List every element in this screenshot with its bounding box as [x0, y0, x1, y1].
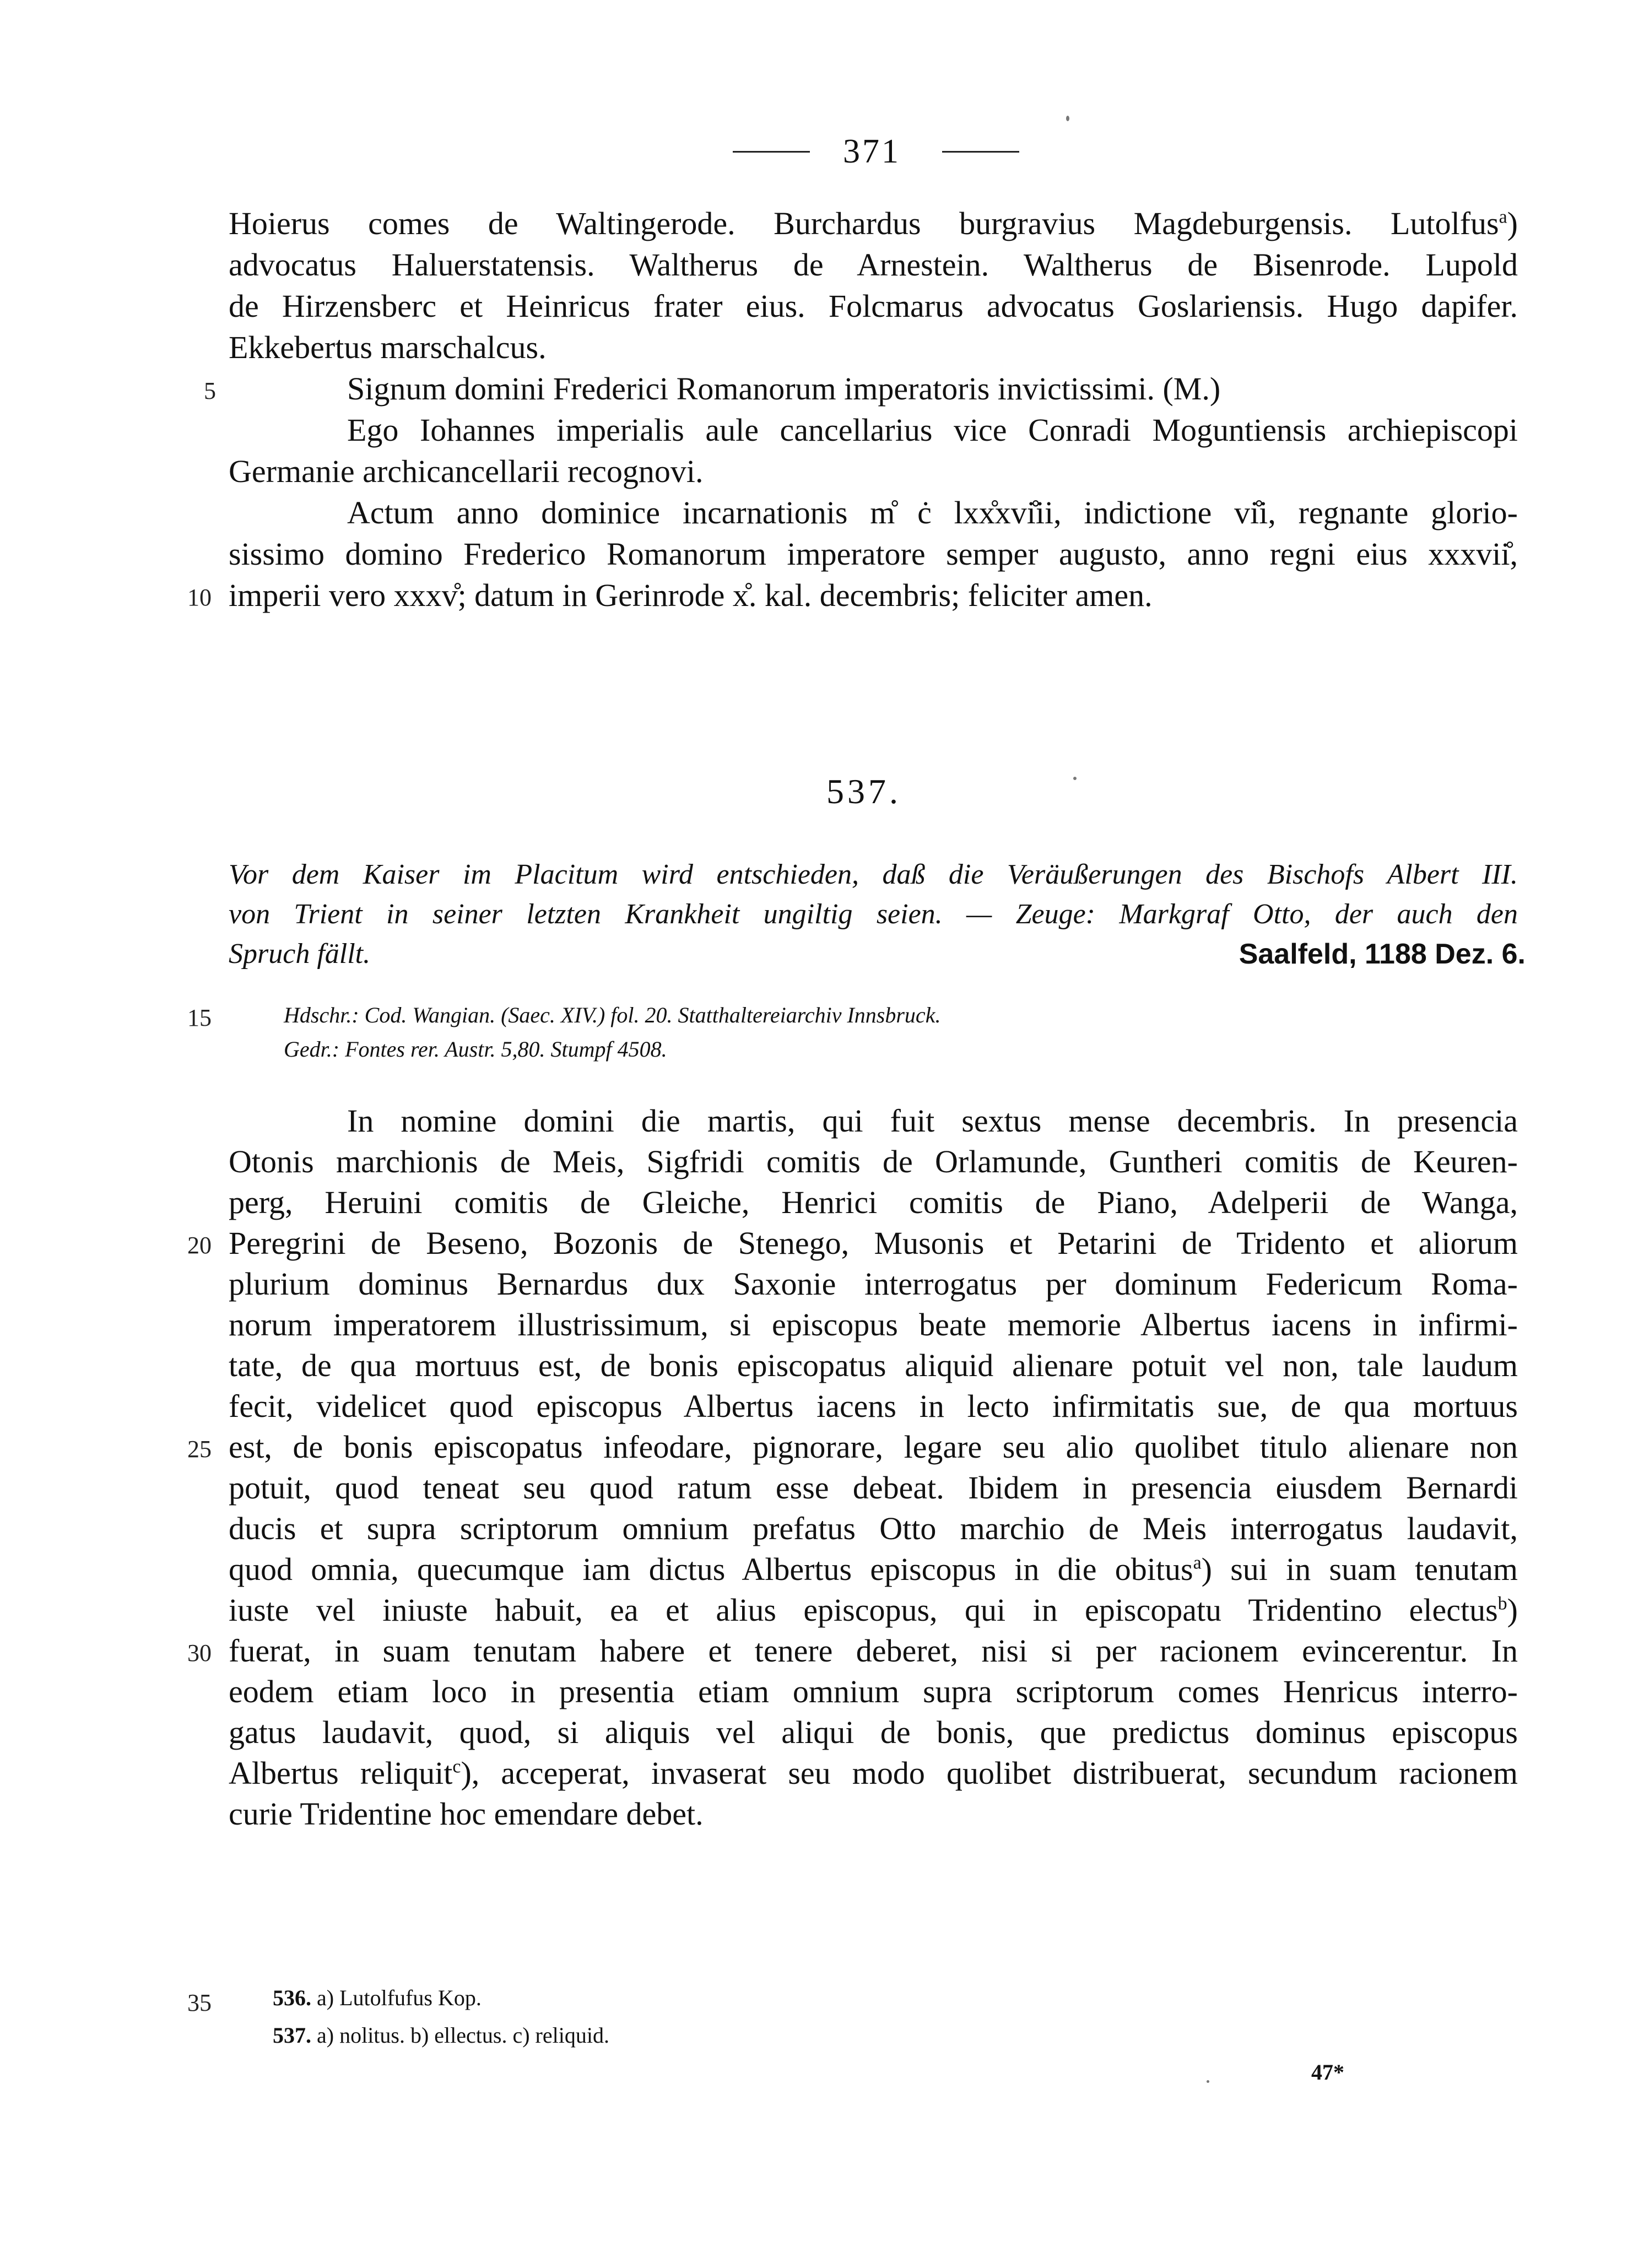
text-line: [229, 1466, 1518, 1510]
line-text: curie Tridentine hoc emendare debet.: [229, 1796, 704, 1832]
footnote-537: [273, 2018, 609, 2053]
line-text: est, de bonis episcopatus infeodare, pignorare, legare seu alio quolibet titulo alienare non: [229, 1429, 1518, 1465]
line-text: quod omnia, quecumque iam dictus Albertus episcopus in die obitus: [229, 1551, 1193, 1587]
line-text: Actum anno dominice incarnationis m̊ ċ lxx̊xvi̊ii, indictione vi̊i, regnante glorio-: [347, 495, 1518, 531]
text-line: [229, 1425, 1518, 1469]
summary-line: Spruch fällt.: [229, 938, 371, 970]
text-line: [229, 1711, 1518, 1755]
text-line: [229, 1547, 1518, 1592]
text-line: [229, 202, 1518, 246]
text-line: [229, 243, 1518, 287]
line-text: Ekkebertus marschalcus.: [229, 329, 547, 365]
text-line: [229, 1507, 1518, 1551]
date-place: Saalfeld, 1188 Dez. 6.: [1239, 938, 1526, 970]
scan-speck: [1073, 777, 1077, 780]
text-line: [229, 1262, 1518, 1306]
line-text: Hoierus comes de Waltingerode. Burchardus burgravius Magdeburgensis. Lutolfus: [229, 205, 1499, 241]
line-number: 15: [187, 1004, 212, 1031]
line-text: norum imperatorem illustrissimum, si episcopus beate memorie Albertus iacens in infirmi-: [229, 1307, 1518, 1343]
line-text: sissimo domino Frederico Romanorum imperatore semper augusto, anno regni eius xxxvii̊,: [229, 536, 1518, 572]
text-line: [229, 284, 1518, 328]
text-line: [347, 491, 1518, 535]
line-number: 30: [187, 1639, 212, 1666]
text-line: [347, 408, 1518, 452]
line-text-tail: ) sui in suam tenutam: [1201, 1551, 1518, 1587]
manuscript-note: Hdschr.: Cod. Wangian. (Saec. XIV.) fol. 20. Statthaltereiarchiv Innsbruck.: [284, 1003, 941, 1027]
line-number: 35: [187, 1989, 212, 2016]
line-text: Albertus reliquit: [229, 1755, 453, 1791]
line-number: 20: [187, 1232, 212, 1259]
line-text-tail: ): [1507, 1592, 1518, 1628]
footnote-marker: a: [1499, 207, 1507, 228]
summary-line: von Trient in seiner letzten Krankheit ungiltig seien. — Zeuge: Markgraf Otto, der auch den: [229, 898, 1518, 930]
header-rule-right: [942, 151, 1019, 153]
footnote-marker: a: [1193, 1552, 1202, 1573]
header-rule-left: [733, 151, 810, 153]
scan-speck: [1207, 2080, 1209, 2083]
section-number: 537.: [826, 772, 901, 811]
line-text: iuste vel iniuste habuit, ea et alius episcopus, qui in episcopatu Tridentino electus: [229, 1592, 1498, 1628]
line-text-tail: ): [1507, 205, 1518, 241]
text-line: [229, 1140, 1518, 1184]
print-note: Gedr.: Fontes rer. Austr. 5,80. Stumpf 4508.: [284, 1037, 667, 1062]
text-line: [229, 1792, 704, 1836]
text-line: [229, 450, 703, 494]
footnote-marker: b: [1497, 1593, 1507, 1614]
line-text: potuit, quod teneat seu quod ratum esse debeat. Ibidem in presencia eiusdem Bernardi: [229, 1470, 1518, 1506]
footnote-text: a) nolitus. b) ellectus. c) reliquid.: [317, 2023, 609, 2048]
text-line: [229, 1303, 1518, 1347]
signature-mark: 47*: [1311, 2060, 1344, 2085]
footnote-536: [273, 1981, 482, 2015]
line-text: de Hirzensberc et Heinricus frater eius. Folcmarus advocatus Goslariensis. Hugo dapifer.: [229, 288, 1518, 324]
text-line: [229, 1751, 1518, 1795]
line-text: eodem etiam loco in presentia etiam omnium supra scriptorum comes Henricus interro-: [229, 1674, 1518, 1709]
line-text: gatus laudavit, quod, si aliquis vel aliqui de bonis, que predictus dominus episcopus: [229, 1714, 1518, 1750]
line-text: imperii vero xxxv̊; datum in Gerinrode x̊. kal. decembris; feliciter amen.: [229, 577, 1153, 613]
footnote-ref: 537.: [273, 2023, 311, 2048]
line-text: fuerat, in suam tenutam habere et tenere deberet, nisi si per racionem evincerentur. In: [229, 1633, 1518, 1669]
text-line: [229, 532, 1518, 576]
text-line: [229, 573, 1153, 618]
line-text: Otonis marchionis de Meis, Sigfridi comitis de Orlamunde, Guntheri comitis de Keuren-: [229, 1144, 1518, 1179]
summary-line: Vor dem Kaiser im Placitum wird entschieden, daß die Veräußerungen des Bischofs Albert III.: [229, 859, 1518, 890]
line-text: tate, de qua mortuus est, de bonis episcopatus aliquid alienare potuit vel non, tale laudum: [229, 1347, 1518, 1383]
line-text: plurium dominus Bernardus dux Saxonie interrogatus per dominum Federicum Roma-: [229, 1266, 1518, 1302]
line-text: perg, Heruini comitis de Gleiche, Henrici comitis de Piano, Adelperii de Wanga,: [229, 1184, 1518, 1220]
text-line: [229, 1181, 1518, 1225]
line-text: ducis et supra scriptorum omnium prefatus Otto marchio de Meis interrogatus laudavit,: [229, 1511, 1518, 1546]
line-number: 10: [187, 584, 212, 611]
text-line: [347, 367, 1220, 411]
text-line: [229, 1221, 1518, 1265]
line-text: fecit, videlicet quod episcopus Albertus iacens in lecto infirmitatis sue, de qua mortuus: [229, 1388, 1518, 1424]
line-text: Signum domini Frederici Romanorum imperatoris invictissimi. (M.): [347, 371, 1221, 407]
text-line: [229, 1670, 1518, 1714]
line-text: Peregrini de Beseno, Bozonis de Stenego, Musonis et Petarini de Tridento et aliorum: [229, 1225, 1518, 1261]
text-line: [229, 1344, 1518, 1388]
line-text: advocatus Haluerstatensis. Waltherus de Arnestein. Waltherus de Bisenrode. Lupold: [229, 247, 1518, 283]
footnote-marker: c: [452, 1756, 461, 1777]
line-text: Ego Iohannes imperialis aule cancellarius vice Conradi Moguntiensis archiepiscopi: [347, 412, 1518, 448]
scan-speck: [1066, 116, 1069, 121]
line-text-tail: ), acceperat, invaserat seu modo quolibet distribuerat, secundum racionem: [461, 1755, 1518, 1791]
line-number: 5: [204, 377, 216, 404]
line-text: In nomine domini die martis, qui fuit sextus mense decembris. In presencia: [347, 1103, 1518, 1139]
footnote-ref: 536.: [273, 1985, 311, 2010]
text-line: [347, 1099, 1518, 1143]
line-text: Germanie archicancellarii recognovi.: [229, 453, 704, 489]
line-number: 25: [187, 1436, 212, 1463]
footnote-text: a) Lutolfufus Kop.: [317, 1985, 482, 2010]
text-line: [229, 1629, 1518, 1673]
text-line: [229, 326, 547, 370]
text-line: [229, 1384, 1518, 1428]
text-line: [229, 1588, 1518, 1632]
page-number: 371: [843, 133, 901, 170]
